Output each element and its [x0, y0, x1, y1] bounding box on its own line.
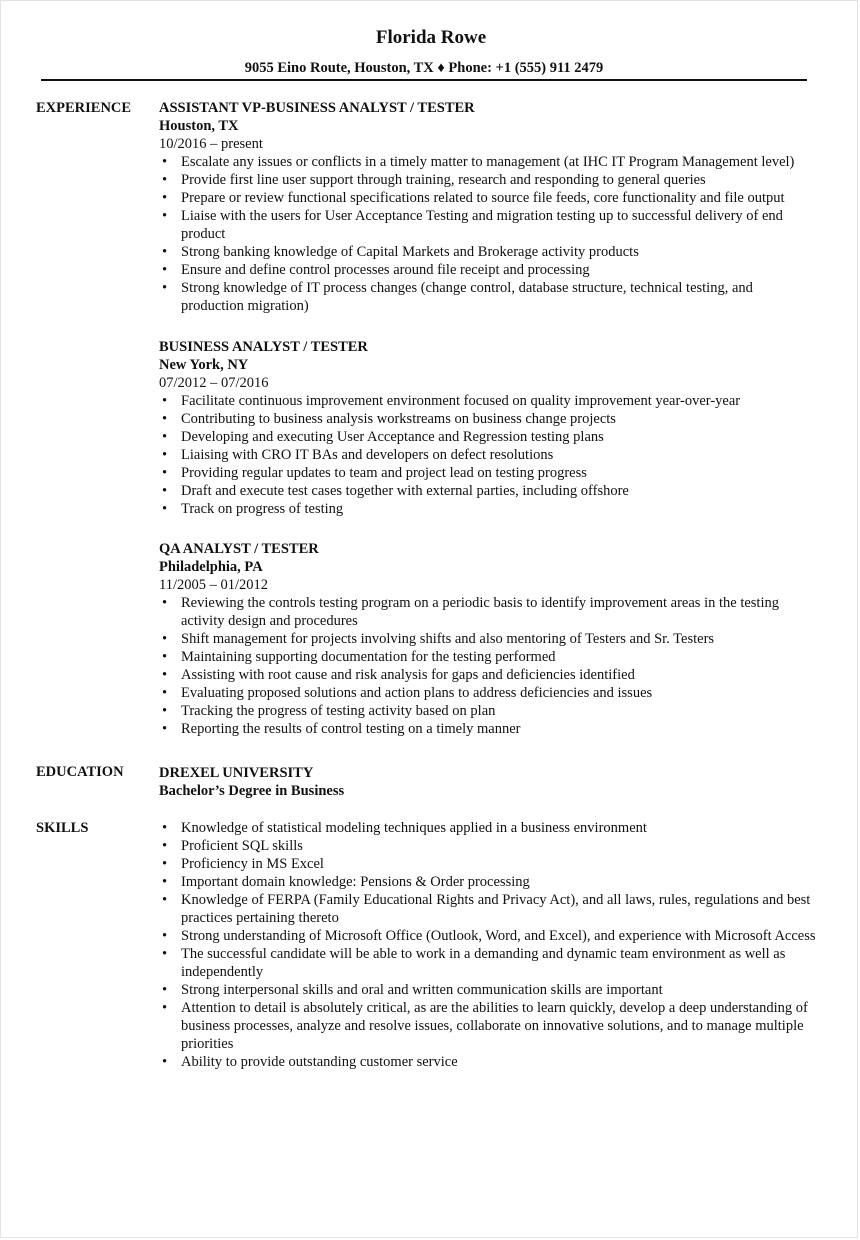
job-bullet: • Provide first line user support through training, research and responding to general queries	[159, 171, 819, 189]
job-bullet: • Shift management for projects involving shifts and also mentoring of Testers and Sr. Testers	[159, 630, 819, 648]
experience-section-label: EXPERIENCE	[36, 100, 132, 116]
job-bullet: • Track on progress of testing	[159, 500, 819, 518]
job-title: BUSINESS ANALYST / TESTER	[159, 339, 368, 355]
skill-item: • Attention to detail is absolutely critical, as are the abilities to learn quickly, develop a deep understanding of business processes, analyze and resolve issues, collaborate on innovative solutions, and to manage multiple priorities	[159, 999, 819, 1053]
job-title: QA ANALYST / TESTER	[159, 541, 319, 557]
job-bullet: • Reporting the results of control testing on a timely manner	[159, 720, 819, 738]
skill-item: • The successful candidate will be able to work in a demanding and dynamic team environment as well as independently	[159, 945, 819, 981]
job-bullet: • Providing regular updates to team and project lead on testing progress	[159, 464, 819, 482]
job-title: ASSISTANT VP-BUSINESS ANALYST / TESTER	[159, 100, 475, 116]
job-bullet: • Prepare or review functional specifications related to source file feeds, core functionality and file output	[159, 189, 819, 207]
skill-item: • Strong interpersonal skills and oral and written communication skills are important	[159, 981, 819, 999]
skills-block	[159, 819, 819, 1071]
job-bullet: • Developing and executing User Acceptance and Regression testing plans	[159, 428, 819, 446]
job-bullet: • Strong banking knowledge of Capital Markets and Brokerage activity products	[159, 243, 819, 261]
job-dates: 11/2005 – 01/2012	[159, 577, 269, 593]
job-bullet: • Assisting with root cause and risk analysis for gaps and deficiencies identified	[159, 666, 819, 684]
job-bullet: • Maintaining supporting documentation for the testing performed	[159, 648, 819, 666]
job-bullet: • Liaise with the users for User Acceptance Testing and migration testing up to successful delivery of end product	[159, 207, 819, 243]
job-bullet-list	[159, 392, 819, 518]
job-bullet-list	[159, 153, 819, 315]
skill-item: • Strong understanding of Microsoft Office (Outlook, Word, and Excel), and experience with Microsoft Access	[159, 927, 819, 945]
job-bullet: • Evaluating proposed solutions and action plans to address deficiencies and issues	[159, 684, 819, 702]
skill-item: • Proficient SQL skills	[159, 837, 819, 855]
skills-section-label: SKILLS	[36, 820, 89, 836]
contact-line: 9055 Eino Route, Houston, TX ♦ Phone: +1 (555) 911 2479	[244, 60, 604, 76]
job-bullet-list	[159, 594, 819, 738]
job-location: Philadelphia, PA	[159, 559, 263, 575]
job-bullet: • Draft and execute test cases together with external parties, including offshore	[159, 482, 819, 500]
job-bullet: • Liaising with CRO IT BAs and developers on defect resolutions	[159, 446, 819, 464]
candidate-name: Florida Rowe	[375, 27, 487, 48]
education-entry	[159, 764, 819, 800]
skill-item: • Proficiency in MS Excel	[159, 855, 819, 873]
job-dates: 10/2016 – present	[159, 136, 263, 152]
degree: Bachelor’s Degree in Business	[159, 783, 345, 799]
job-dates: 07/2012 – 07/2016	[159, 375, 269, 391]
skill-item: • Important domain knowledge: Pensions & Order processing	[159, 873, 819, 891]
job-bullet: • Tracking the progress of testing activity based on plan	[159, 702, 819, 720]
job-entry	[159, 540, 819, 738]
job-bullet: • Contributing to business analysis workstreams on business change projects	[159, 410, 819, 428]
job-bullet: • Escalate any issues or conflicts in a timely matter to management (at IHC IT Program Management level)	[159, 153, 819, 171]
job-bullet: • Ensure and define control processes around file receipt and processing	[159, 261, 819, 279]
skill-item: • Ability to provide outstanding customer service	[159, 1053, 819, 1071]
job-location: Houston, TX	[159, 118, 239, 134]
school-name: DREXEL UNIVERSITY	[159, 765, 314, 781]
education-section-label: EDUCATION	[36, 764, 124, 780]
job-entry	[159, 99, 819, 315]
job-entry	[159, 338, 819, 518]
skills-list	[159, 819, 819, 1071]
job-bullet: • Facilitate continuous improvement environment focused on quality improvement year-over-year	[159, 392, 819, 410]
job-bullet: • Strong knowledge of IT process changes (change control, database structure, technical testing, and production migration)	[159, 279, 819, 315]
job-bullet: • Reviewing the controls testing program on a periodic basis to identify improvement areas in the testing activity design and procedures	[159, 594, 819, 630]
skill-item: • Knowledge of statistical modeling techniques applied in a business environment	[159, 819, 819, 837]
job-location: New York, NY	[159, 357, 249, 373]
skill-item: • Knowledge of FERPA (Family Educational Rights and Privacy Act), and all laws, rules, regulations and best practices pertaining thereto	[159, 891, 819, 927]
header-divider	[41, 79, 807, 81]
